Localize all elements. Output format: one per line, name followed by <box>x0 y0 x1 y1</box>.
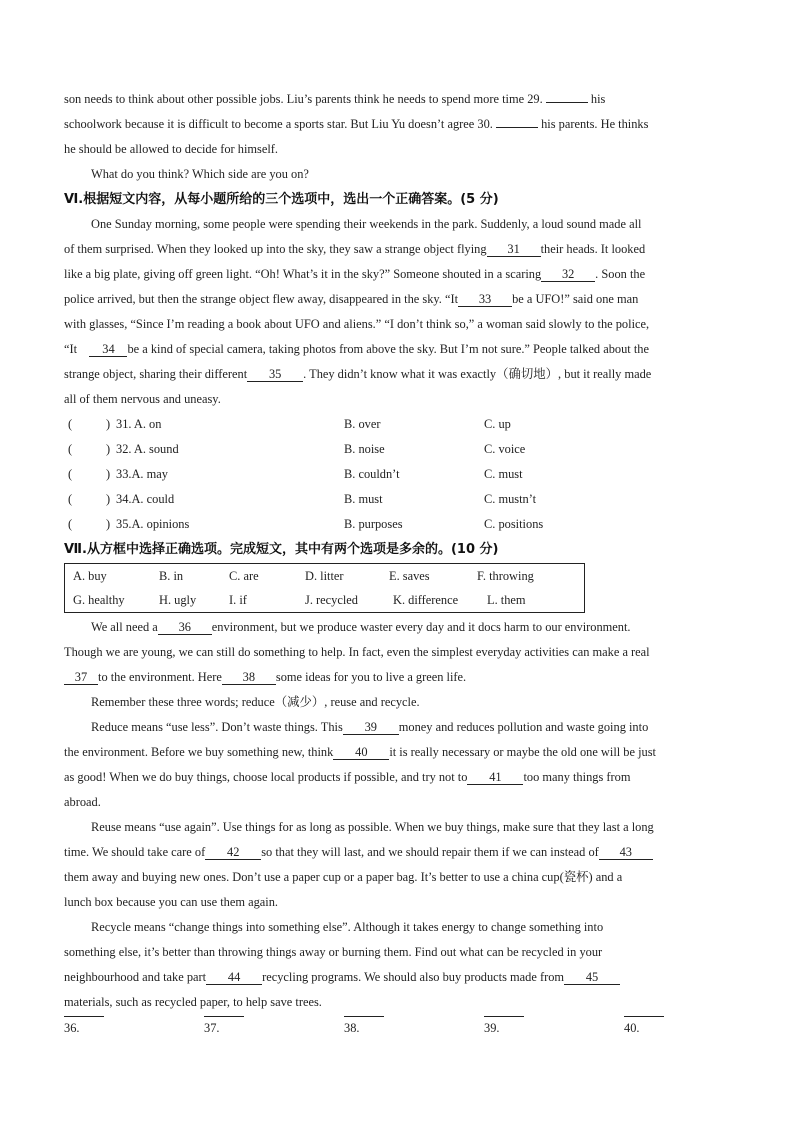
question-32 <box>64 437 732 462</box>
answer-blank-33[interactable]: 33 <box>458 292 512 307</box>
answer-paren[interactable]: ) <box>106 467 111 481</box>
option-a: 34.A. could <box>116 492 175 506</box>
option-a: 35.A. opinions <box>116 517 190 531</box>
option-b: B. noise <box>344 442 385 456</box>
text: them away and buying new ones. Don’t use a paper cup or a paper bag. It’s better to use a china cup(瓷杯) and a <box>64 870 623 884</box>
text: Reduce means “use less”. Don’t waste things. This <box>91 720 343 734</box>
passage-line <box>64 865 732 890</box>
answer-paren[interactable]: ( <box>68 417 73 431</box>
answer-row: 36. 37. 38. 39. 40. <box>64 1016 732 1041</box>
answer-blank-36[interactable]: 36 <box>158 620 212 635</box>
word-option: E. saves <box>389 569 430 583</box>
answer-paren[interactable]: ) <box>106 517 111 531</box>
text: “It <box>64 342 78 356</box>
passage-line <box>64 337 732 362</box>
text: his <box>587 92 606 106</box>
text: Remember these three words; reduce（减少）, reuse and recycle. <box>91 695 420 709</box>
answer-line[interactable] <box>624 1016 664 1017</box>
passage-line <box>64 212 732 237</box>
answer-blank-31[interactable]: 31 <box>487 242 541 257</box>
text: Though we are young, we can still do something to help. In fact, even the simplest everyday activities can make a real <box>64 645 650 659</box>
passage-line <box>64 237 732 262</box>
word-option: B. in <box>159 569 184 583</box>
answer-blank-34[interactable]: 34 <box>89 342 127 357</box>
word-option: C. are <box>229 569 259 583</box>
text: neighbourhood and take part <box>64 970 207 984</box>
answer-blank-40[interactable]: 40 <box>333 745 389 760</box>
passage-line <box>64 640 732 665</box>
text: so that they will last, and we should repair them if we can instead of <box>261 845 599 859</box>
answer-blank-30[interactable] <box>496 127 538 128</box>
text: . They didn’t know what it was exactly（确切地）, but it really made <box>303 367 652 381</box>
exam-page <box>64 87 732 1041</box>
word-option: I. if <box>229 593 247 607</box>
text: One Sunday morning, some people were spending their weekends in the park. Suddenly, a loud sound made all <box>91 217 642 231</box>
passage-line: What do you think? Which side are you on? <box>91 167 309 181</box>
option-a: 32. A. sound <box>116 442 179 456</box>
text: materials, such as recycled paper, to help save trees. <box>64 995 322 1009</box>
passage-line <box>64 112 732 137</box>
passage-line <box>64 990 732 1015</box>
text: . Soon the <box>595 267 646 281</box>
answer-blank-39[interactable]: 39 <box>343 720 399 735</box>
text: as good! When we do buy things, choose local products if possible, and try not to <box>64 770 468 784</box>
text: of them surprised. When they looked up into the sky, they saw a strange object flying <box>64 242 487 256</box>
option-c: C. must <box>484 467 523 481</box>
answer-paren[interactable]: ) <box>106 492 111 506</box>
answer-line[interactable] <box>344 1016 384 1017</box>
passage-line <box>64 790 732 815</box>
answer-blank-38[interactable]: 38 <box>222 670 276 685</box>
word-option: G. healthy <box>73 593 125 607</box>
answer-blank-29[interactable] <box>546 102 588 103</box>
passage-line <box>64 715 732 740</box>
question-31 <box>64 412 732 437</box>
text: with glasses, “Since I’m reading a book about UFO and aliens.” “I don’t think so,” a woman said slowly to the police, <box>64 317 650 331</box>
answer-blank-45[interactable]: 45 <box>564 970 620 985</box>
word-option: F. throwing <box>477 569 534 583</box>
passage-line <box>64 87 732 112</box>
passage-line <box>64 965 732 990</box>
option-c: C. mustn’t <box>484 492 537 506</box>
passage-line <box>64 740 732 765</box>
option-b: B. over <box>344 417 381 431</box>
answer-blank-44[interactable]: 44 <box>206 970 262 985</box>
answer-paren[interactable]: ( <box>68 517 73 531</box>
text: environment, but we produce waster every day and it docs harm to our environment. <box>211 620 631 634</box>
text: too many things from <box>523 770 631 784</box>
word-option: K. difference <box>393 593 459 607</box>
text: recycling programs. We should also buy products made from <box>262 970 565 984</box>
option-b: B. couldn’t <box>344 467 400 481</box>
passage-line <box>64 287 732 312</box>
text: police arrived, but then the strange object flew away, disappeared in the sky. “It <box>64 292 459 306</box>
text: be a UFO!” said one man <box>512 292 639 306</box>
text: strange object, sharing their different <box>64 367 248 381</box>
passage-line <box>64 615 732 640</box>
passage-line <box>64 362 732 387</box>
text: time. We should take care of <box>64 845 206 859</box>
word-option: J. recycled <box>305 593 358 607</box>
passage-line <box>64 665 732 690</box>
answer-paren[interactable]: ( <box>68 492 73 506</box>
text: lunch box because you can use them again. <box>64 895 279 909</box>
answer-blank-35[interactable]: 35 <box>247 367 303 382</box>
text: it is really necessary or maybe the old one will be just <box>389 745 656 759</box>
answer-paren[interactable]: ( <box>68 442 73 456</box>
answer-paren[interactable]: ) <box>106 417 111 431</box>
text: be a kind of special camera, taking photos from above the sky. But I’m not sure.” People talked about the <box>127 342 649 356</box>
answer-paren[interactable]: ) <box>106 442 111 456</box>
option-c: C. voice <box>484 442 526 456</box>
question-33 <box>64 462 732 487</box>
passage-line <box>64 915 732 940</box>
text: some ideas for you to live a green life. <box>275 670 467 684</box>
option-a: 31. A. on <box>116 417 162 431</box>
text: their heads. It looked <box>540 242 646 256</box>
passage-line <box>64 765 732 790</box>
text: abroad. <box>64 795 101 809</box>
text: money and reduces pollution and waste going into <box>398 720 649 734</box>
section-heading-7: Ⅶ.从方框中选择正确选项。完成短文，其中有两个选项是多余的。(10 分) <box>64 542 499 557</box>
passage-line <box>64 312 732 337</box>
passage-line <box>64 890 732 915</box>
answer-blank-32[interactable]: 32 <box>541 267 595 282</box>
question-34 <box>64 487 732 512</box>
text: like a big plate, giving off green light. “Oh! What’s it in the sky?” Someone shouted in a scaring <box>64 267 542 281</box>
text: to the environment. Here <box>98 670 222 684</box>
word-choice-box <box>64 563 585 613</box>
text: all of them nervous and uneasy. <box>64 392 221 406</box>
passage-line <box>64 690 732 715</box>
text: something else, it’s better than throwing things away or burning them. Find out what can be recycled in your <box>64 945 603 959</box>
answer-blank-41[interactable]: 41 <box>467 770 523 785</box>
text: Recycle means “change things into something else”. Although it takes energy to change something into <box>91 920 604 934</box>
passage-line <box>64 262 732 287</box>
passage-line: he should be allowed to decide for himself. <box>64 142 279 156</box>
text: the environment. Before we buy something new, think <box>64 745 334 759</box>
passage-line <box>64 940 732 965</box>
answer-blank-37[interactable]: 37 <box>64 670 98 685</box>
passage-line <box>64 840 732 865</box>
word-option: L. them <box>487 593 526 607</box>
answer-line[interactable] <box>204 1016 244 1017</box>
answer-line[interactable] <box>484 1016 524 1017</box>
answer-paren[interactable]: ( <box>68 467 73 481</box>
text: We all need a <box>91 620 158 634</box>
word-option: A. buy <box>73 569 107 583</box>
answer-blank-43[interactable]: 43 <box>599 845 653 860</box>
answer-blank-42[interactable]: 42 <box>205 845 261 860</box>
option-b: B. purposes <box>344 517 403 531</box>
option-c: C. positions <box>484 517 544 531</box>
word-option: H. ugly <box>159 593 197 607</box>
word-option: D. litter <box>305 569 344 583</box>
option-b: B. must <box>344 492 383 506</box>
passage-line <box>64 815 732 840</box>
text: schoolwork because it is difficult to become a sports star. But Liu Yu doesn’t agree 30. <box>64 117 496 131</box>
text: Reuse means “use again”. Use things for as long as possible. When we buy things, make sure that they last a long <box>91 820 654 834</box>
text: son needs to think about other possible jobs. Liu’s parents think he needs to spend more time 29. <box>64 92 546 106</box>
passage-line <box>64 387 732 412</box>
text: his parents. He thinks <box>537 117 649 131</box>
option-c: C. up <box>484 417 511 431</box>
answer-line[interactable] <box>64 1016 104 1017</box>
section-heading-6: Ⅵ.根据短文内容，从每小题所给的三个选项中，选出一个正确答案。(5 分) <box>64 192 499 207</box>
option-a: 33.A. may <box>116 467 168 481</box>
question-35 <box>64 512 732 537</box>
